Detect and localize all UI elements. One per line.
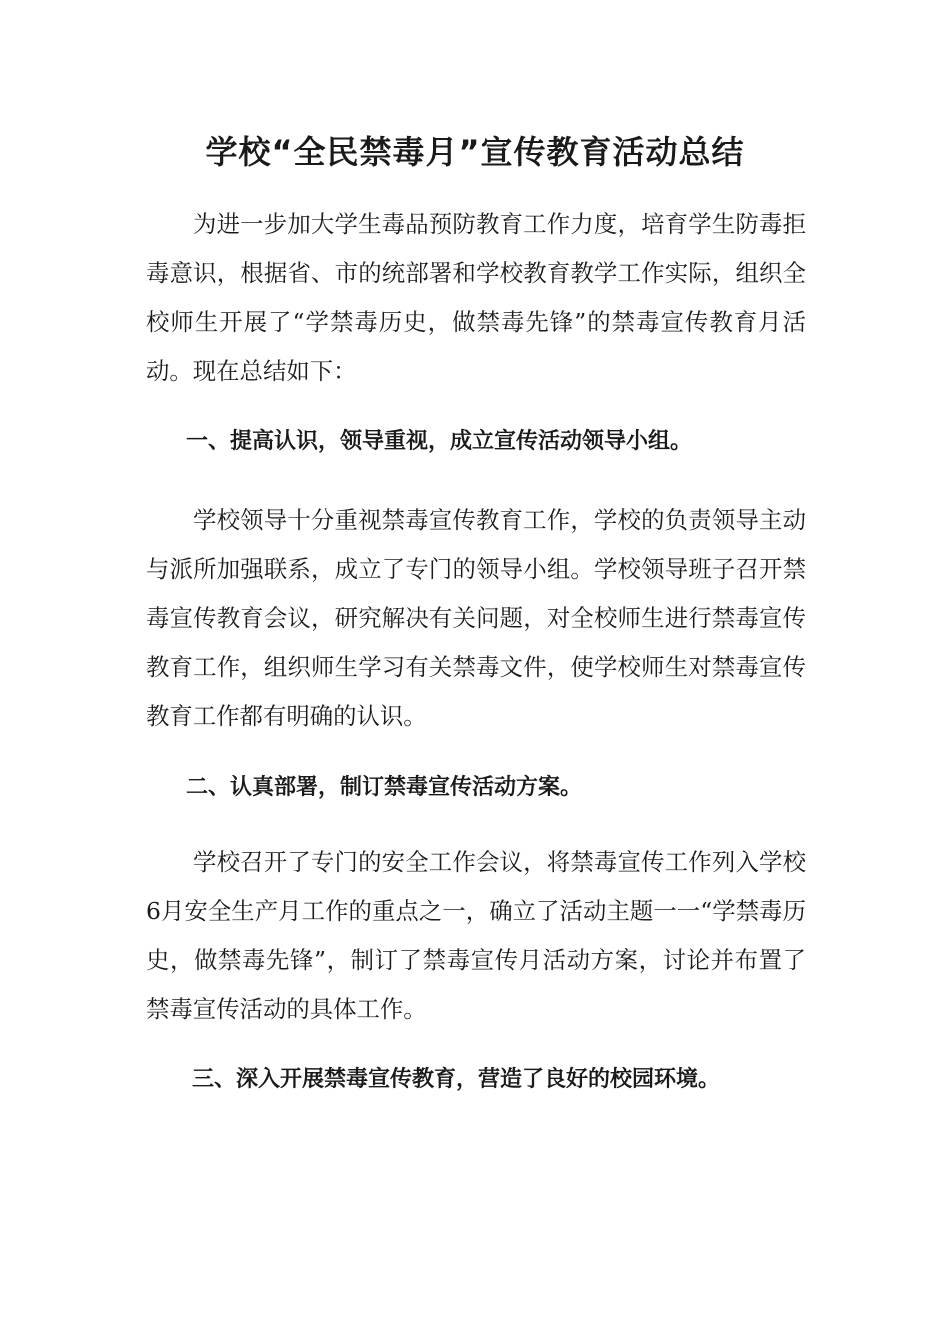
section-2-heading: 二、认真部署，制订禁毒宣传活动方案。 bbox=[186, 775, 583, 800]
document-title: 学校“全民禁毒月”宣传教育活动总结 bbox=[205, 133, 745, 171]
section-1-paragraph: 学校领导十分重视禁毒宣传教育工作，学校的负责领导主动与派所加强联系，成立了专门的领导小组。学校领导班子召开禁毒宣传教育会议，研究解决有关问题，对全校师生进行禁毒宣传教育工作，组织师生学习有关禁毒文件，使学校师生对禁毒宣传教育工作都有明确的认识。 bbox=[146, 506, 806, 730]
section-1-heading: 一、提高认识，领导重视，成立宣传活动领导小组。 bbox=[186, 429, 693, 454]
intro-paragraph: 为进一步加大学生毒品预防教育工作力度，培育学生防毒拒毒意识，根据省、市的统部署和学校教育教学工作实际，组织全校师生开展了“学禁毒历史，做禁毒先锋”的禁毒宣传教育月活动。现在总结如下： bbox=[146, 210, 806, 385]
section-3-heading: 三、深入开展禁毒宣传教育，营造了良好的校园环境。 bbox=[192, 1067, 721, 1092]
section-2-paragraph: 学校召开了专门的安全工作会议，将禁毒宣传工作列入学校6月安全生产月工作的重点之一，确立了活动主题一一“学禁毒历史，做禁毒先锋”，制订了禁毒宣传月活动方案，讨论并布置了禁毒宣传活动的具体工作。 bbox=[146, 848, 806, 1023]
